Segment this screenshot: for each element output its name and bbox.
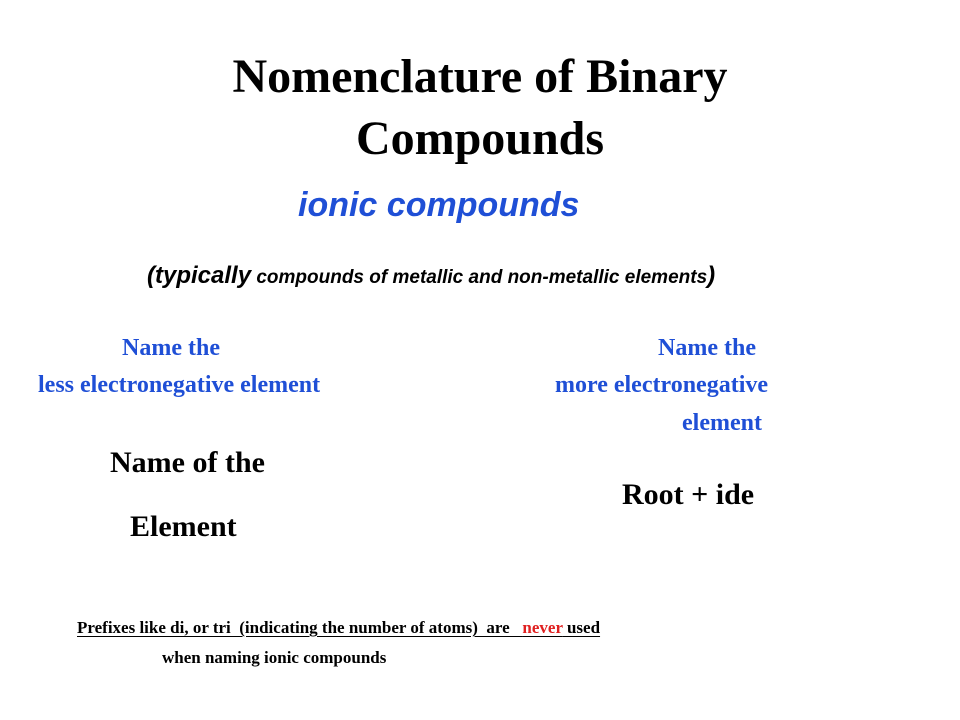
title-line-2: Compounds: [355, 112, 605, 165]
footer-line-2: when naming ionic compounds: [162, 648, 387, 667]
footer-highlight-never: never: [522, 618, 563, 637]
note: [147, 262, 715, 290]
footer-text-after: used: [562, 618, 601, 637]
footer-line-1: [77, 618, 600, 638]
note-close-paren: ): [707, 262, 716, 289]
right-heading-line-2: more electronegative: [555, 372, 769, 398]
note-rest: compounds of metallic and non-metallic elements: [251, 267, 708, 288]
left-result-line-2: Element: [130, 510, 237, 543]
left-heading-line-1: Name the: [122, 335, 220, 361]
footer-text-before: Prefixes like di, or tri (indicating the number of atoms) are: [77, 618, 523, 637]
note-typically: typically: [155, 262, 252, 289]
left-heading-line-2: less electronegative element: [38, 372, 321, 398]
right-result: Root + ide: [622, 478, 755, 511]
subtitle: ionic compounds: [298, 186, 580, 224]
right-heading-line-1: Name the: [658, 335, 756, 361]
title-line-1: Nomenclature of Binary: [232, 50, 728, 103]
left-result-line-1: Name of the: [110, 446, 265, 479]
note-open-paren: (: [147, 262, 155, 289]
right-heading-line-3: element: [682, 410, 762, 436]
